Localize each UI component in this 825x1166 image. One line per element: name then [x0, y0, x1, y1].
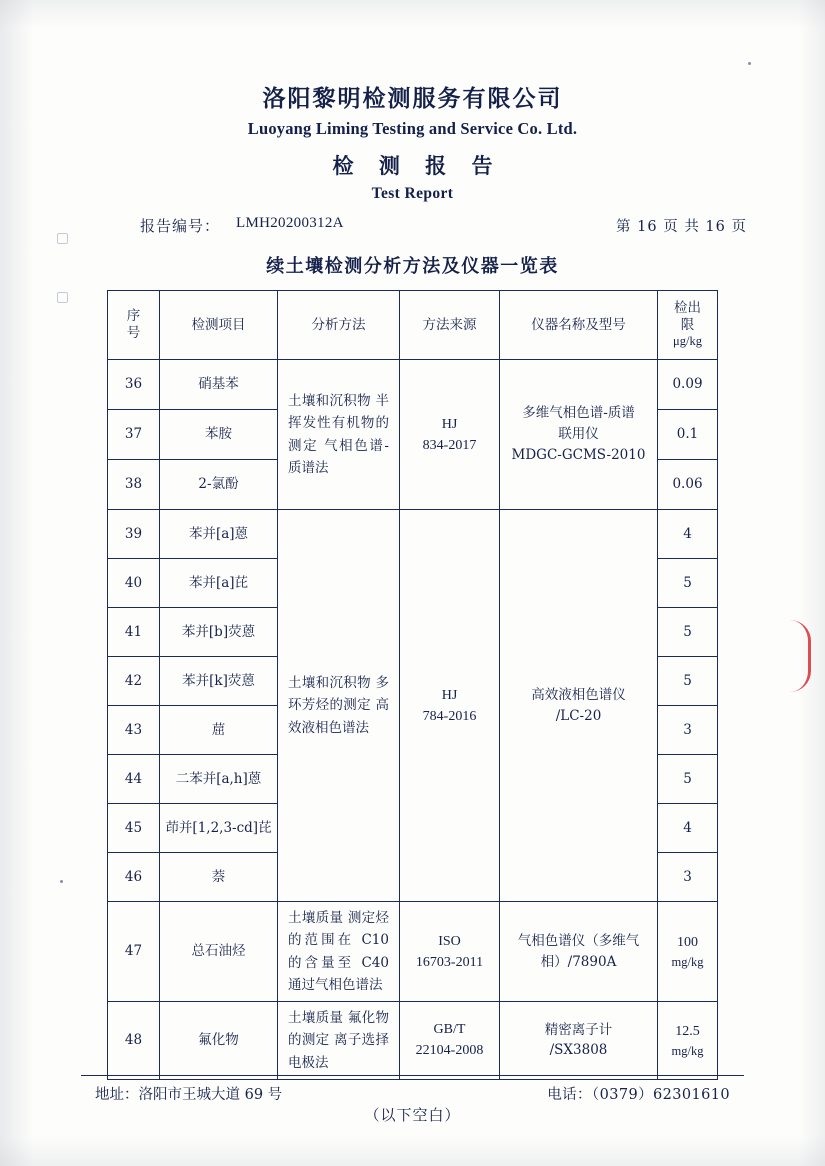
- cell-detection-limit: 3: [658, 706, 718, 755]
- company-name-en: Luoyang Liming Testing and Service Co. Ltd.: [247, 119, 578, 138]
- cell-index: 45: [108, 804, 160, 853]
- table-row: [108, 510, 718, 559]
- cell-item: 苯胺: [160, 410, 278, 460]
- cell-detection-limit: 0.1: [658, 410, 718, 460]
- table-row: [108, 1002, 718, 1080]
- cell-index: 37: [108, 410, 160, 460]
- cell-index: 40: [108, 559, 160, 608]
- cell-detection-limit: 3: [658, 853, 718, 902]
- cell-detection-limit: 100 mg/kg: [658, 902, 718, 1002]
- cell-index: 41: [108, 608, 160, 657]
- cell-item: 䓛: [160, 706, 278, 755]
- cell-method: 土壤和沉积物 半挥发性有机物的测定 气相色谱-质谱法: [278, 360, 400, 510]
- cell-detection-limit: 0.06: [658, 460, 718, 510]
- report-meta-row: [0, 215, 825, 236]
- column-header-instrument: 仪器名称及型号: [500, 291, 658, 360]
- cell-source: GB/T 22104-2008: [400, 1002, 500, 1080]
- cell-item: 苯并[k]荧蒽: [160, 657, 278, 706]
- cell-detection-limit: 0.09: [658, 360, 718, 410]
- test-methods-table: [107, 290, 718, 1080]
- document-title-en: Test Report: [371, 185, 454, 202]
- column-header-item: 检测项目: [160, 291, 278, 360]
- company-name-cn: 洛阳黎明检测服务有限公司: [262, 85, 563, 112]
- cell-index: 39: [108, 510, 160, 559]
- cell-source: ISO 16703-2011: [400, 902, 500, 1002]
- report-number-value: LMH20200312A: [236, 215, 344, 231]
- table-row: [108, 360, 718, 410]
- cell-index: 42: [108, 657, 160, 706]
- cell-item: 2-氯酚: [160, 460, 278, 510]
- document-title-cn: 检 测 报 告: [332, 153, 502, 178]
- table-row: [108, 902, 718, 1002]
- column-header-detection-limit: 检出 限 μg/kg: [658, 291, 718, 360]
- cell-instrument: 精密离子计 /SX3808: [500, 1002, 658, 1080]
- cell-detection-limit: 5: [658, 755, 718, 804]
- page-indicator: 第 16 页 共 16 页: [616, 219, 747, 235]
- table-header-row: [108, 291, 718, 360]
- cell-detection-limit: 5: [658, 657, 718, 706]
- cell-index: 44: [108, 755, 160, 804]
- cell-item: 苯并[a]芘: [160, 559, 278, 608]
- blank-below-note: （以下空白）: [364, 1105, 461, 1124]
- scan-edge-shading-bottom: [0, 1136, 825, 1166]
- table-caption: 续土壤检测分析方法及仪器一览表: [266, 256, 559, 277]
- cell-index: 43: [108, 706, 160, 755]
- cell-item: 二苯并[a,h]蒽: [160, 755, 278, 804]
- column-header-index: 序 号: [108, 291, 160, 360]
- cell-detection-limit: 4: [658, 804, 718, 853]
- cell-index: 48: [108, 1002, 160, 1080]
- cell-index: 46: [108, 853, 160, 902]
- cell-item: 氟化物: [160, 1002, 278, 1080]
- cell-detection-limit: 4: [658, 510, 718, 559]
- cell-detection-limit: 12.5 mg/kg: [658, 1002, 718, 1080]
- cell-instrument: 多维气相色谱-质谱 联用仪 MDGC-GCMS-2010: [500, 360, 658, 510]
- cell-method: 土壤质量 测定烃的范围在 C10 的含量至 C40 通过气相色谱法: [278, 902, 400, 1002]
- report-number: [140, 215, 344, 236]
- column-header-source: 方法来源: [400, 291, 500, 360]
- cell-item: 苯并[a]蒽: [160, 510, 278, 559]
- cell-item: 茚并[1,2,3-cd]芘: [160, 804, 278, 853]
- column-header-method: 分析方法: [278, 291, 400, 360]
- cell-detection-limit: 5: [658, 608, 718, 657]
- cell-item: 总石油烃: [160, 902, 278, 1002]
- report-number-label: 报告编号：: [140, 217, 221, 235]
- page-footer: [0, 1075, 825, 1104]
- cell-item: 萘: [160, 853, 278, 902]
- footer-address: 地址：洛阳市王城大道 69 号: [95, 1087, 283, 1103]
- cell-source: HJ 784-2016: [400, 510, 500, 902]
- cell-index: 47: [108, 902, 160, 1002]
- cell-index: 38: [108, 460, 160, 510]
- cell-source: HJ 834-2017: [400, 360, 500, 510]
- cell-index: 36: [108, 360, 160, 410]
- footer-divider: [81, 1075, 744, 1076]
- cell-method: 土壤质量 氟化物的测定 离子选择电极法: [278, 1002, 400, 1080]
- cell-item: 苯并[b]荧蒽: [160, 608, 278, 657]
- cell-method: 土壤和沉积物 多环芳烃的测定 高效液相色谱法: [278, 510, 400, 902]
- cell-instrument: 高效液相色谱仪 /LC-20: [500, 510, 658, 902]
- footer-telephone: 电话：（0379）62301610: [547, 1087, 730, 1103]
- cell-item: 硝基苯: [160, 360, 278, 410]
- cell-instrument: 气相色谱仪（多维气 相）/7890A: [500, 902, 658, 1002]
- cell-detection-limit: 5: [658, 559, 718, 608]
